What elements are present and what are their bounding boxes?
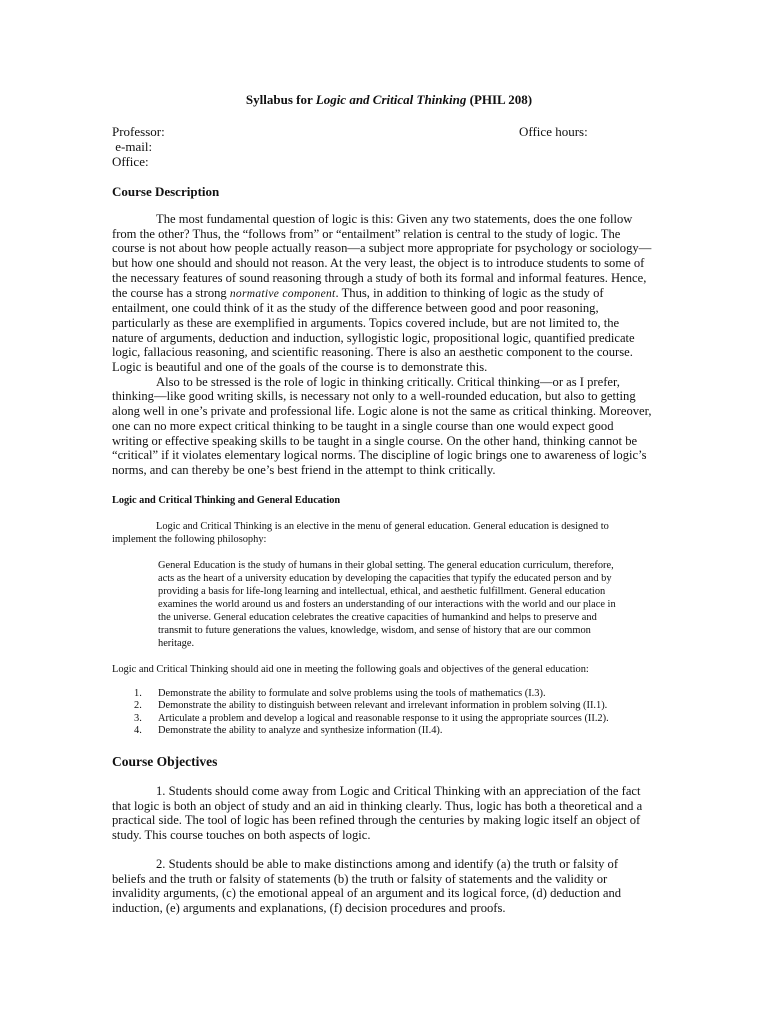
goal-text: Demonstrate the ability to distinguish between relevant and irrelevant information in problem solving (II.1). xyxy=(158,700,608,712)
general-education-philosophy-quote: General Education is the study of humans in their global setting. The general education curriculum, therefore, acts as the heart of a university education by developing the capacities that typify the educated person and by providing a basis for life-long learning and intellectual, ethical, and aesthetic fulfillment. General education examines the world around us and fosters an understanding of our interactions with the world and our place in the universe. General education celebrates the creative capacities of humankind and helps to preserve and transmit to future generations the values, knowledge, wisdom, and sense of history that are our common heritage. xyxy=(158,559,616,649)
office-label: Office: xyxy=(112,154,149,169)
course-description-paragraph-2: Also to be stressed is the role of logic in thinking critically. Critical thinking—or as I prefer, thinking—like good writing skills, is necessary not only to a well-rounded education, but also to getting along well in one’s private and professional life. Logic alone is not the same as critical thinking. Moreover, one can no more expect critical thinking to be taught in a single course than one would expect good writing or effective speaking skills to be taught in a single course. On the other hand, thinking cannot be “critical” if it violates elementary logical norms. The discipline of logic brings one to awareness of logic’s norms, and can thereby be one’s best friend in the attempt to think critically. xyxy=(112,374,652,477)
goals-list xyxy=(112,688,652,738)
description-p1-part-b: . Thus, in addition to thinking of logic as the study of entailment, one could think of it as the study of the difference between good and poor reasoning, particularly as these are exemplified in arguments. Topics covered include, but are not limited to, the nature of arguments, deduction and induction, syllogistic logic, propositional logic, quantified predicate logic, fallacious reasoning, and scientific reasoning. There is also an aesthetic component to the course. Logic is beautiful and one of the goals of the course is to demonstrate this. xyxy=(112,285,635,375)
goal-item xyxy=(112,725,652,738)
goal-item xyxy=(112,688,652,701)
goal-number: 4. xyxy=(134,725,142,737)
course-description-paragraph-1 xyxy=(112,212,652,375)
course-objectives-heading: Course Objectives xyxy=(112,754,218,770)
document-title xyxy=(126,92,652,108)
professor-label: Professor: xyxy=(112,124,165,139)
title-course-code: (PHIL 208) xyxy=(466,92,533,107)
title-course-name: Logic and Critical Thinking xyxy=(315,92,467,107)
goal-text: Demonstrate the ability to formulate and solve problems using the tools of mathematics (I.3). xyxy=(158,687,546,699)
objective-1: 1. Students should come away from Logic and Critical Thinking with an appreciation of the fact that logic is both an object of study and an aid in thinking clearly. Thus, logic has both a theoretical and a practical side. The tool of logic has been refined through the centuries by making logic itself an object of study. This course touches on both aspects of logic. xyxy=(112,784,643,843)
syllabus-page xyxy=(112,92,652,930)
goal-number: 1. xyxy=(134,687,142,699)
office-hours-label: Office hours: xyxy=(519,124,588,139)
general-education-intro: Logic and Critical Thinking is an elective in the menu of general education. General education is designed to implement the following philosophy: xyxy=(112,520,609,545)
description-p1-part-a: The most fundamental question of logic is this: Given any two statements, does the one follow from the other? Thus, the “follows from” or “entailment” relation is central to the study of logic. The course is not about how people actually reason—a subject more appropriate for psychology or sociology—but how one should and should not reason. At the very least, the object is to introduce students to some of the necessary features of sound reasoning through a study of both its formal and informal features. Hence, the course has a strong xyxy=(112,212,652,300)
goal-number: 3. xyxy=(134,712,142,724)
goal-text: Demonstrate the ability to analyze and synthesize information (II.4). xyxy=(158,725,443,737)
email-label: e-mail: xyxy=(112,139,153,154)
course-description-heading: Course Description xyxy=(112,184,220,199)
goals-intro: Logic and Critical Thinking should aid one in meeting the following goals and objectives of the general education: xyxy=(112,663,589,675)
contact-block xyxy=(112,124,652,170)
goal-item xyxy=(112,713,652,726)
goal-item xyxy=(112,700,652,713)
goal-text: Articulate a problem and develop a logical and reasonable response to it using the appropriate sources (II.2). xyxy=(158,712,609,724)
objective-2: 2. Students should be able to make distinctions among and identify (a) the truth or falsity of beliefs and the truth or falsity of statements (b) the truth or falsity of statements and the validity or invalidity arguments, (c) the emotional appeal of an argument and its logical force, (d) deduction and induction, (e) arguments and explanations, (f) decision procedures and proofs. xyxy=(112,856,622,915)
normative-component-emphasis: normative component xyxy=(229,287,336,300)
goal-number: 2. xyxy=(134,700,142,712)
title-prefix: Syllabus for xyxy=(245,92,316,107)
general-education-heading: Logic and Critical Thinking and General Education xyxy=(112,494,341,506)
